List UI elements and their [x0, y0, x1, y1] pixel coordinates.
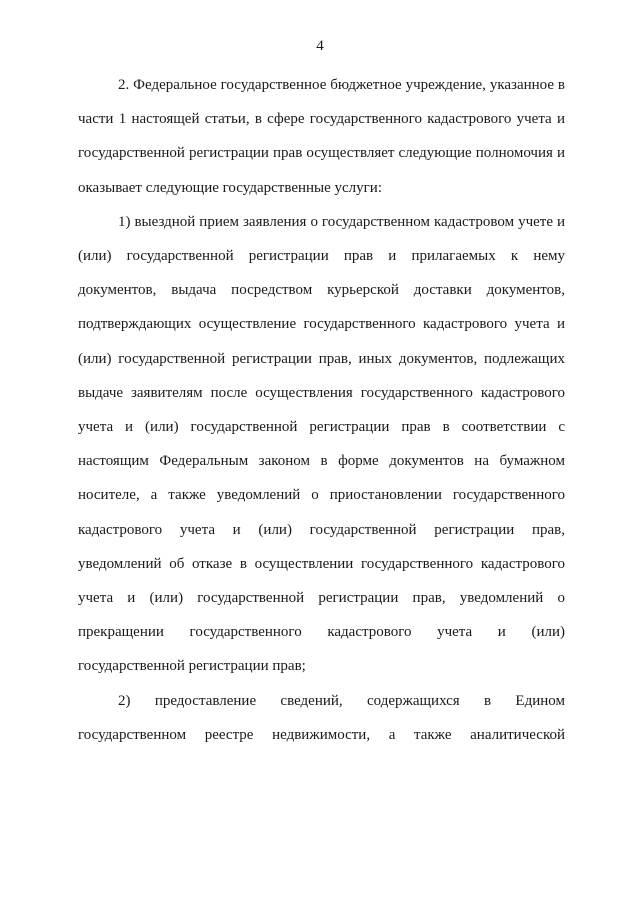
- paragraph-item-2: 2) предоставление сведений, содержащихся в Едином государственном реестре недвижимости, а также аналитической: [78, 692, 565, 743]
- document-body: [78, 68, 565, 752]
- paragraph-item-1: 1) выездной прием заявления о государственном кадастровом учете и (или) государственной регистрации прав и прилагаемых к нему документов, выдача посредством курьерской доставки документов, подтверждающих осуществление государственного кадастрового учета и (или) государственной регистрации прав, иных документов, подлежащих выдаче заявителям после осуществления государственного кадастрового учета и (или) государственной регистрации прав в соответствии с настоящим Федеральным законом в форме документов на бумажном носителе, а также уведомлений о приостановлении государственного кадастрового учета и (или) государственной регистрации прав, уведомлений об отказе в осуществлении государственного кадастрового учета и (или) государственной регистрации прав, уведомлений о прекращении государственного кадастрового учета и (или) государственной регистрации прав;: [78, 213, 565, 675]
- page-number: 4: [316, 38, 324, 54]
- paragraph-2: 2. Федеральное государственное бюджетное учреждение, указанное в части 1 настоящей статьи, в сфере государственного кадастрового учета и государственной регистрации прав осуществляет следующие полномочия и оказывает следующие государственные услуги:: [78, 77, 565, 196]
